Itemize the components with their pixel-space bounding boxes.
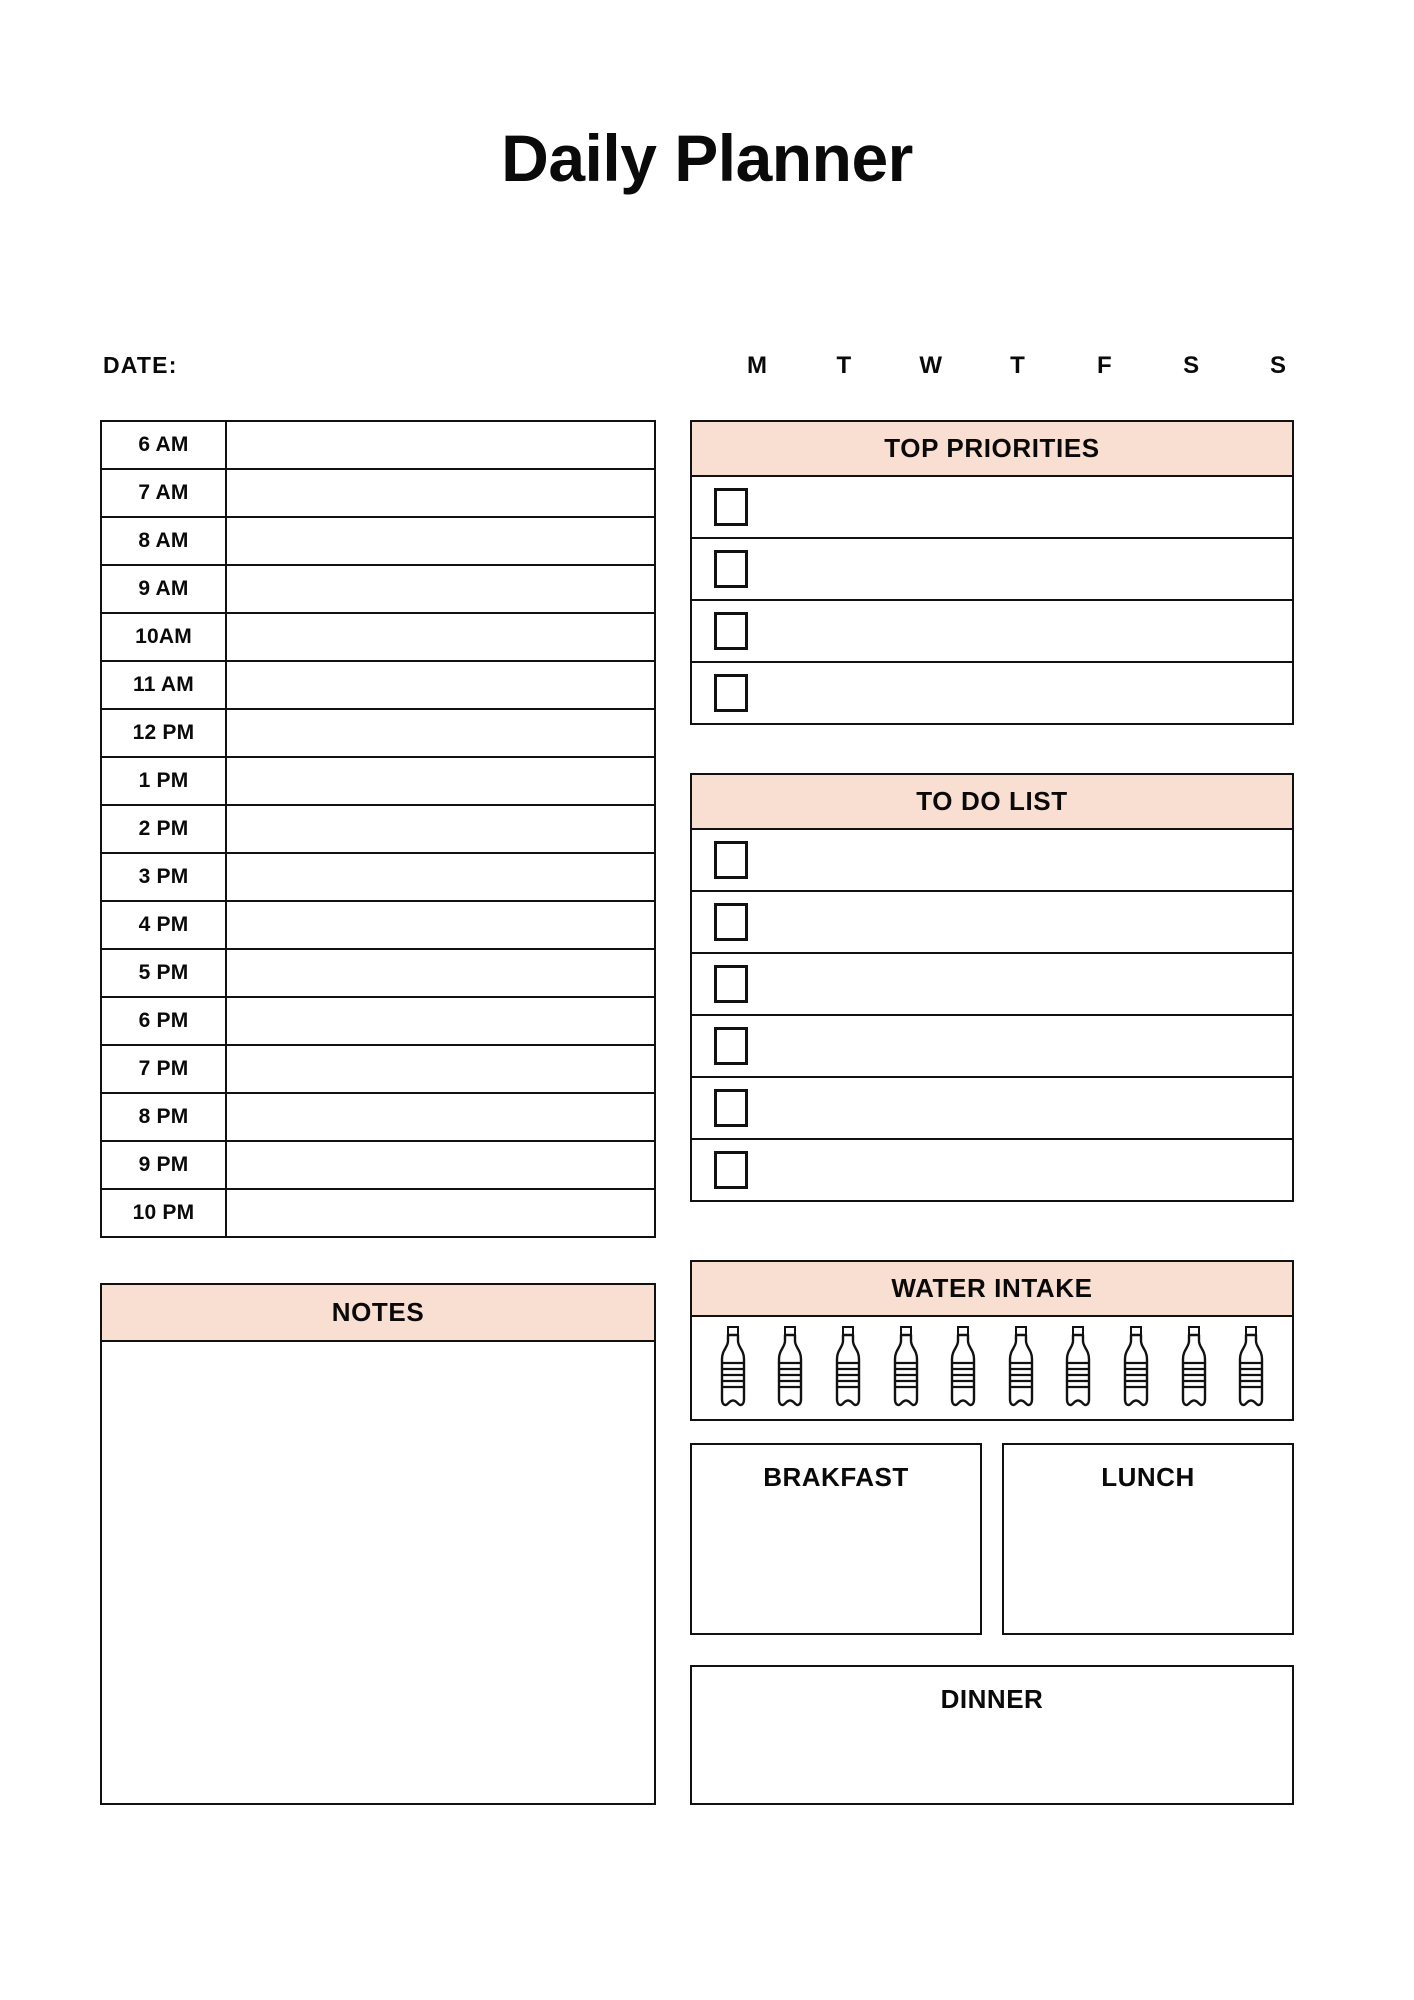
- schedule-row: [102, 758, 654, 806]
- schedule-time-label: 6 AM: [102, 422, 227, 468]
- schedule-entry-input[interactable]: [227, 854, 654, 900]
- water-bottle-icon[interactable]: [946, 1325, 980, 1411]
- water-intake-heading: WATER INTAKE: [690, 1260, 1294, 1317]
- schedule-entry-input[interactable]: [227, 1094, 654, 1140]
- schedule-entry-input[interactable]: [227, 422, 654, 468]
- todo-list-panel: [690, 773, 1294, 1202]
- breakfast-box[interactable]: [690, 1443, 982, 1635]
- lunch-label: LUNCH: [1101, 1462, 1195, 1492]
- schedule-entry-input[interactable]: [227, 662, 654, 708]
- priority-row[interactable]: [690, 601, 1294, 663]
- weekday-1[interactable]: T: [836, 352, 852, 379]
- schedule-row: [102, 950, 654, 998]
- schedule-time-label: 6 PM: [102, 998, 227, 1044]
- checkbox-icon[interactable]: [714, 674, 748, 712]
- schedule-time-label: 10 PM: [102, 1190, 227, 1236]
- priority-row[interactable]: [690, 663, 1294, 725]
- checkbox-icon[interactable]: [714, 1089, 748, 1127]
- schedule-time-label: 2 PM: [102, 806, 227, 852]
- schedule-time-label: 4 PM: [102, 902, 227, 948]
- schedule-row: [102, 806, 654, 854]
- todo-row[interactable]: [690, 830, 1294, 892]
- schedule-row: [102, 710, 654, 758]
- todo-row[interactable]: [690, 1016, 1294, 1078]
- checkbox-icon[interactable]: [714, 841, 748, 879]
- schedule-row: [102, 470, 654, 518]
- schedule-row: [102, 854, 654, 902]
- schedule-time-label: 12 PM: [102, 710, 227, 756]
- schedule-row: [102, 614, 654, 662]
- water-bottle-icon[interactable]: [773, 1325, 807, 1411]
- checkbox-icon[interactable]: [714, 965, 748, 1003]
- schedule-entry-input[interactable]: [227, 710, 654, 756]
- schedule-row: [102, 1142, 654, 1190]
- date-label: DATE:: [103, 352, 178, 378]
- hourly-schedule-table: [100, 420, 656, 1238]
- weekday-6[interactable]: S: [1269, 352, 1286, 379]
- schedule-entry-input[interactable]: [227, 1046, 654, 1092]
- schedule-time-label: 9 PM: [102, 1142, 227, 1188]
- breakfast-label: BRAKFAST: [763, 1462, 909, 1492]
- schedule-entry-input[interactable]: [227, 518, 654, 564]
- schedule-time-label: 10AM: [102, 614, 227, 660]
- water-intake-panel: [690, 1260, 1294, 1421]
- notes-input[interactable]: [102, 1342, 654, 1801]
- schedule-row: [102, 1190, 654, 1238]
- dinner-box[interactable]: [690, 1665, 1294, 1805]
- schedule-time-label: 9 AM: [102, 566, 227, 612]
- todo-row[interactable]: [690, 954, 1294, 1016]
- todo-row[interactable]: [690, 1140, 1294, 1202]
- schedule-entry-input[interactable]: [227, 1190, 654, 1236]
- schedule-row: [102, 1094, 654, 1142]
- schedule-entry-input[interactable]: [227, 614, 654, 660]
- schedule-entry-input[interactable]: [227, 1142, 654, 1188]
- schedule-row: [102, 998, 654, 1046]
- checkbox-icon[interactable]: [714, 612, 748, 650]
- notes-panel: [100, 1283, 656, 1805]
- schedule-entry-input[interactable]: [227, 902, 654, 948]
- lunch-box[interactable]: [1002, 1443, 1294, 1635]
- schedule-row: [102, 518, 654, 566]
- checkbox-icon[interactable]: [714, 903, 748, 941]
- weekday-0[interactable]: M: [747, 352, 767, 379]
- todo-list-heading: TO DO LIST: [690, 773, 1294, 830]
- schedule-entry-input[interactable]: [227, 998, 654, 1044]
- schedule-row: [102, 422, 654, 470]
- water-bottle-row: [690, 1317, 1294, 1421]
- top-priorities-list: [690, 477, 1294, 725]
- schedule-entry-input[interactable]: [227, 470, 654, 516]
- schedule-entry-input[interactable]: [227, 806, 654, 852]
- schedule-time-label: 3 PM: [102, 854, 227, 900]
- schedule-time-label: 7 PM: [102, 1046, 227, 1092]
- priority-row[interactable]: [690, 539, 1294, 601]
- schedule-row: [102, 662, 654, 710]
- todo-list-items: [690, 830, 1294, 1202]
- schedule-time-label: 8 PM: [102, 1094, 227, 1140]
- weekday-2[interactable]: W: [919, 352, 942, 379]
- schedule-entry-input[interactable]: [227, 950, 654, 996]
- checkbox-icon[interactable]: [714, 550, 748, 588]
- schedule-time-label: 1 PM: [102, 758, 227, 804]
- water-bottle-icon[interactable]: [831, 1325, 865, 1411]
- todo-row[interactable]: [690, 892, 1294, 954]
- dinner-label: DINNER: [940, 1684, 1044, 1714]
- water-bottle-icon[interactable]: [889, 1325, 923, 1411]
- water-bottle-icon[interactable]: [1061, 1325, 1095, 1411]
- notes-heading: NOTES: [102, 1285, 654, 1342]
- water-bottle-icon[interactable]: [1119, 1325, 1153, 1411]
- schedule-time-label: 5 PM: [102, 950, 227, 996]
- schedule-time-label: 8 AM: [102, 518, 227, 564]
- checkbox-icon[interactable]: [714, 1151, 748, 1189]
- schedule-row: [102, 1046, 654, 1094]
- weekday-selector: [745, 352, 1290, 380]
- schedule-entry-input[interactable]: [227, 566, 654, 612]
- top-priorities-heading: TOP PRIORITIES: [690, 420, 1294, 477]
- checkbox-icon[interactable]: [714, 1027, 748, 1065]
- water-bottle-icon[interactable]: [1234, 1325, 1268, 1411]
- weekday-5[interactable]: S: [1183, 352, 1200, 379]
- schedule-entry-input[interactable]: [227, 758, 654, 804]
- schedule-time-label: 11 AM: [102, 662, 227, 708]
- priority-row[interactable]: [690, 477, 1294, 539]
- schedule-row: [102, 566, 654, 614]
- checkbox-icon[interactable]: [714, 488, 748, 526]
- schedule-row: [102, 902, 654, 950]
- meal-row-top: [690, 1443, 1294, 1635]
- water-bottle-icon[interactable]: [1177, 1325, 1211, 1411]
- schedule-time-label: 7 AM: [102, 470, 227, 516]
- weekday-3[interactable]: T: [1010, 352, 1025, 379]
- page-title: Daily Planner: [501, 121, 913, 195]
- water-bottle-icon[interactable]: [1004, 1325, 1038, 1411]
- todo-row[interactable]: [690, 1078, 1294, 1140]
- water-bottle-icon[interactable]: [716, 1325, 750, 1411]
- weekday-4[interactable]: F: [1096, 352, 1112, 379]
- top-priorities-panel: [690, 420, 1294, 725]
